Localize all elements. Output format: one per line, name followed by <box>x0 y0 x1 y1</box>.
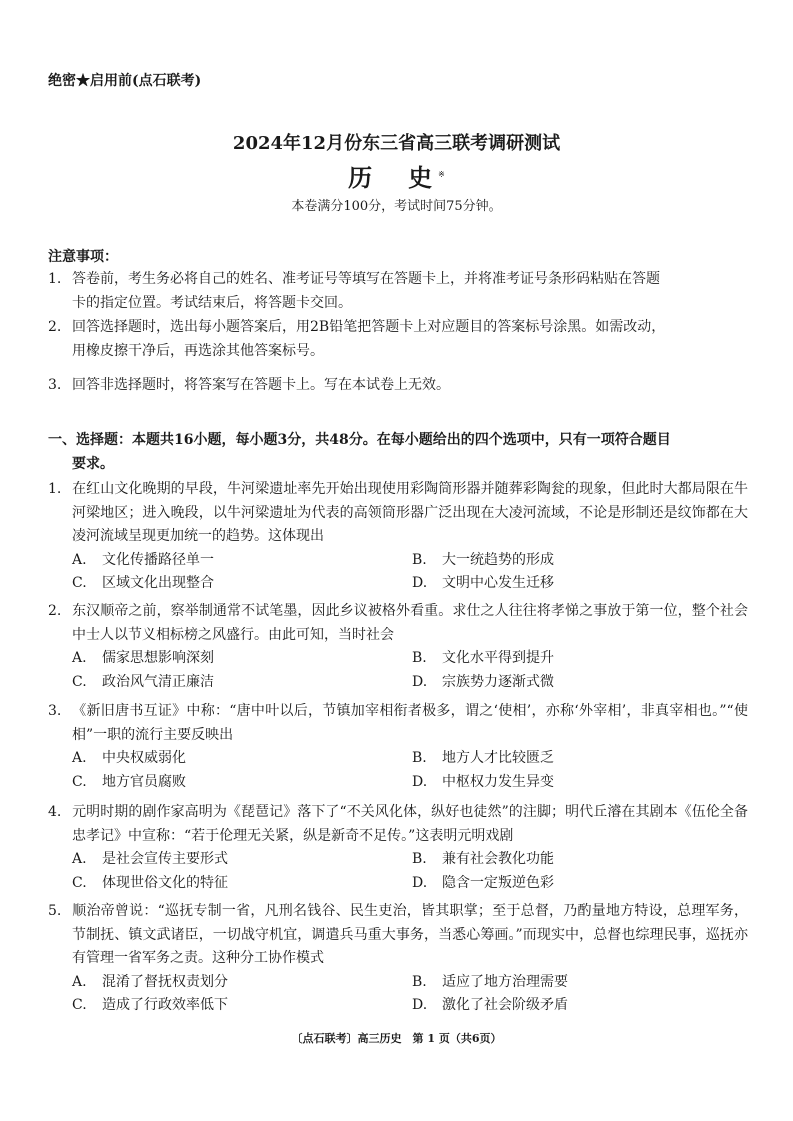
subject-mark: ※ <box>438 170 445 179</box>
option-text: 大一统趋势的形成 <box>442 551 554 568</box>
option-letter: D. <box>412 997 428 1013</box>
section-line: 要求。 <box>72 456 114 472</box>
notice-item <box>48 374 748 398</box>
option-text: 适应了地方治理需要 <box>442 973 568 990</box>
question-stem: 《新旧唐书互证》中称：“唐中叶以后，节镇加宰相衔者极多，谓之‘使相’，亦称‘外宰相’，非真宰相也。”“使相”一职的流行主要反映出 <box>72 703 748 743</box>
option-letter: D. <box>412 874 428 891</box>
notice-heading: 注意事项： <box>48 249 118 265</box>
page-footer: 〔点石联考〕高三历史 第 1 页（共6页） <box>291 1032 502 1045</box>
option-text: 中枢权力发生异变 <box>442 773 554 790</box>
option-text: 文化水平得到提升 <box>442 650 554 666</box>
option-letter: D. <box>412 575 428 591</box>
question-stem: 顺治帝曾说：“巡抚专制一省，凡刑名钱谷、民生吏治，皆其职掌；至于总督，乃酌量地方特设，总理军务，节制抚、镇文武诸臣，一切战守机宜，调遣兵马重大事务，当悉心筹画。”而现实中，总督也综理民事，巡抚亦有管理一省军务之责。这种分工协作模式 <box>72 903 748 966</box>
option-text: 区域文化出现整合 <box>102 575 214 591</box>
option-a <box>72 848 412 872</box>
question-5 <box>48 900 748 1018</box>
option-d <box>412 671 752 695</box>
option-text: 造成了行政效率低下 <box>102 997 228 1013</box>
option-d <box>412 771 752 795</box>
section-line: 一、选择题：本题共16小题，每小题3分，共48分。在每小题给出的四个选项中，只有一项符合题目 <box>48 432 671 448</box>
option-a <box>72 549 412 573</box>
option-b <box>412 848 752 872</box>
question-number: 5. <box>48 903 62 919</box>
option-text: 儒家思想影响深刻 <box>102 650 214 666</box>
notice-item-text: 回答非选择题时，将答案写在答题卡上。写在本试卷上无效。 <box>72 377 450 393</box>
notice-item-text: 答卷前，考生务必将自己的姓名、准考证号等填写在答题卡上，并将准考证号条形码粘贴在答题 <box>72 271 660 287</box>
notice-item-number: 3. <box>48 377 62 393</box>
option-letter: B. <box>412 750 427 766</box>
option-text: 混淆了督抚权责划分 <box>102 973 228 990</box>
option-text: 文明中心发生迁移 <box>442 575 554 591</box>
option-text: 兼有社会教化功能 <box>442 851 554 867</box>
option-letter: B. <box>412 851 427 867</box>
notice-item <box>48 316 748 363</box>
option-letter: A. <box>72 973 87 990</box>
option-a <box>72 971 412 995</box>
option-letter: A. <box>72 851 87 867</box>
option-letter: C. <box>72 673 87 690</box>
question-stem: 元明时期的剧作家高明为《琵琶记》落下了“不关风化体，纵好也徒然”的注脚；明代丘濬在其剧本《伍伦全备忠孝记》中宣称：“若于伦理无关紧，纵是新奇不足传。”这表明元明戏剧 <box>72 804 748 844</box>
option-text: 是社会宣传主要形式 <box>102 851 228 867</box>
option-letter: A. <box>72 551 87 568</box>
option-text: 政治风气清正廉洁 <box>102 673 214 690</box>
question-number: 1. <box>48 481 62 497</box>
option-letter: C. <box>72 874 87 891</box>
subject-text: 历 史 <box>348 163 439 192</box>
option-letter: C. <box>72 575 87 591</box>
notice-item-number: 2. <box>48 319 62 335</box>
option-letter: C. <box>72 773 87 790</box>
option-a <box>72 747 412 771</box>
option-letter: B. <box>412 973 427 990</box>
option-c <box>72 771 412 795</box>
question-stem: 东汉顺帝之前，察举制通常不试笔墨，因此乡议被格外看重。求仕之人往往将孝悌之事放于第一位，整个社会中士人以节义相标榜之风盛行。由此可知，当时社会 <box>72 603 748 643</box>
question-stem: 在红山文化晚期的早段，牛河梁遗址率先开始出现使用彩陶筒形器并随葬彩陶瓮的现象，但此时大都局限在牛河梁地区；进入晚段，以牛河梁遗址为代表的高领筒形器广泛出现在大凌河流域，不论是形制还是纹饰都在大凌河流域呈现更加统一的趋势。这体现出 <box>72 481 748 544</box>
question-3 <box>48 700 748 794</box>
option-letter: A. <box>72 650 87 666</box>
option-letter: B. <box>412 650 427 666</box>
exam-title: 2024年12月份东三省高三联考调研测试 <box>232 133 561 154</box>
option-text: 中央权威弱化 <box>102 750 186 766</box>
question-number: 3. <box>48 703 62 719</box>
option-b <box>412 971 752 995</box>
option-b <box>412 647 752 671</box>
section-heading <box>48 428 748 476</box>
option-text: 体现世俗文化的特征 <box>102 874 228 891</box>
option-letter: A. <box>72 750 87 766</box>
option-d <box>412 872 752 896</box>
notice-item-text: 卡的指定位置。考试结束后，将答题卡交回。 <box>72 294 352 311</box>
option-text: 隐含一定叛逆色彩 <box>442 874 554 891</box>
option-text: 文化传播路径单一 <box>102 551 214 568</box>
question-1 <box>48 478 748 596</box>
option-c <box>72 872 412 896</box>
option-text: 宗族势力逐渐式微 <box>442 673 554 690</box>
subject-heading <box>0 158 793 193</box>
question-4 <box>48 801 748 895</box>
question-number: 4. <box>48 804 62 820</box>
option-text: 地方人才比较匮乏 <box>442 750 554 766</box>
notice-item-number: 1. <box>48 271 62 287</box>
option-b <box>412 747 752 771</box>
option-d <box>412 994 752 1018</box>
option-letter: B. <box>412 551 427 568</box>
option-letter: D. <box>412 773 428 790</box>
notice-item-text: 用橡皮擦干净后，再选涂其他答案标号。 <box>72 342 324 359</box>
notice-item <box>48 268 748 315</box>
notice-item-text: 回答选择题时，选出每小题答案后，用2B铅笔把答题卡上对应题目的答案标号涂黑。如需改动， <box>72 319 666 335</box>
option-b <box>412 549 752 573</box>
option-text: 激化了社会阶级矛盾 <box>442 997 568 1013</box>
option-c <box>72 994 412 1018</box>
option-letter: D. <box>412 673 428 690</box>
option-letter: C. <box>72 997 87 1013</box>
option-c <box>72 572 412 596</box>
option-d <box>412 572 752 596</box>
confidential-label: 绝密★启用前(点石联考) <box>48 73 202 89</box>
question-number: 2. <box>48 603 62 619</box>
score-line: 本卷满分100分，考试时间75分钟。 <box>291 199 502 214</box>
option-a <box>72 647 412 671</box>
option-text: 地方官员腐败 <box>102 773 186 790</box>
question-2 <box>48 600 748 694</box>
option-c <box>72 671 412 695</box>
